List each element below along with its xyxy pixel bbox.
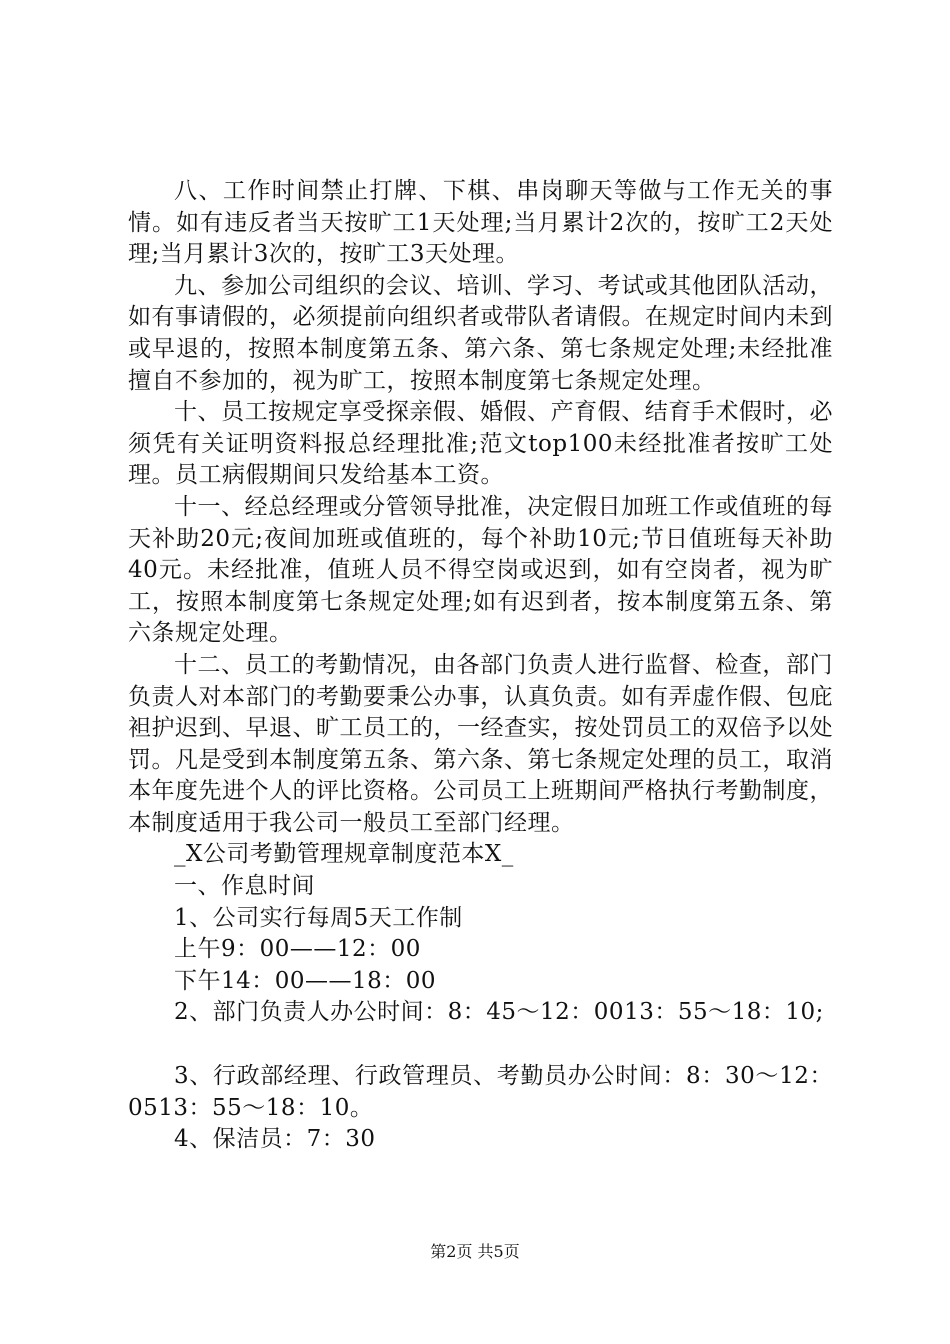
paragraph-item-2: 2、部门负责人办公时间：8：45～12：0013：55～18：10; [174,999,824,1026]
paragraph-article-11: 十一、经总经理或分管领导批准，决定假日加班工作或值班的每天补助20元;夜间加班或值班的，每个补助10元;节日值班每天补助40元。未经批准，值班人员不得空岗或迟到，如有空岗者，视为旷工，按照本制度第七条规定处理;如有迟到者，按本制度第五条、第六条规定处理。 [128,493,833,647]
paragraph-item-1: 1、公司实行每周5天工作制 [174,904,463,931]
paragraph-article-12: 十二、员工的考勤情况，由各部门负责人进行监督、检查，部门负责人对本部门的考勤要秉公办事，认真负责。如有弄虚作假、包庇袒护迟到、早退、旷工员工的，一经查实，按处罚员工的双倍予以处罚。凡是受到本制度第五条、第六条、第七条规定处理的员工，取消本年度先进个人的评比资格。公司员工上班期间严格执行考勤制度，本制度适用于我公司一般员工至部门经理。 [128,651,833,836]
paragraph-article-8: 八、工作时间禁止打牌、下棋、串岗聊天等做与工作无关的事情。如有违反者当天按旷工1天处理;当月累计2次的，按旷工2天处理;当月累计3次的，按旷工3天处理。 [128,178,833,268]
page-footer: 第2页 共5页 [430,1242,520,1261]
paragraph-article-9: 九、参加公司组织的会议、培训、学习、考试或其他团队活动，如有事请假的，必须提前向组织者或带队者请假。在规定时间内未到或早退的，按照本制度第五条、第六条、第七条规定处理;未经批准擅自不参加的，视为旷工，按照本制度第七条规定处理。 [128,272,833,394]
blank-line [128,1029,833,1061]
paragraph-article-10: 十、员工按规定享受探亲假、婚假、产育假、结育手术假时，必须凭有关证明资料报总经理批准;范文top100未经批准者按旷工处理。员工病假期间只发给基本工资。 [128,399,833,489]
paragraph-item-4: 4、保洁员：7：30 [174,1126,376,1153]
document-body [128,176,833,1156]
section-title: _X公司考勤管理规章制度范本X_ [174,841,514,868]
paragraph-morning-hours: 上午9：00——12：00 [174,936,421,963]
heading-work-hours: 一、作息时间 [174,873,315,900]
paragraph-afternoon-hours: 下午14：00——18：00 [174,967,437,994]
paragraph-item-3: 3、行政部经理、行政管理员、考勤员办公时间：8：30～12：0513：55～18：10。 [128,1063,833,1121]
